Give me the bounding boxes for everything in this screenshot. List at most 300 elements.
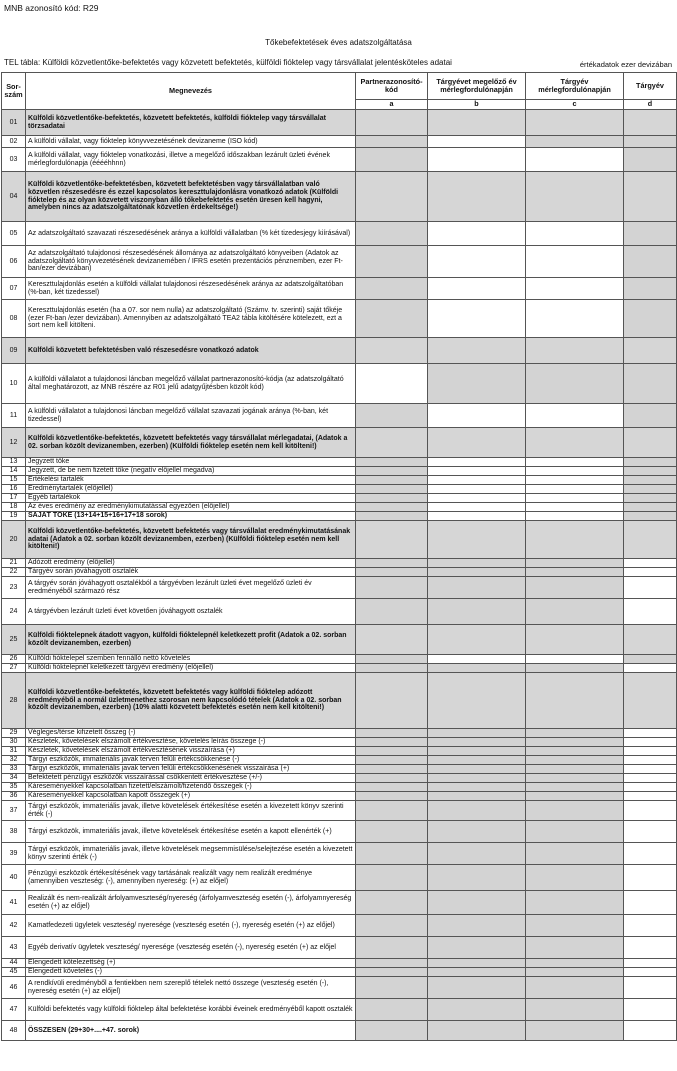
table-row (2, 568, 677, 577)
input-cell-c (526, 172, 624, 222)
row-label: Külföldi közvetlentőke-befektetés, közvetett befektetés vagy társvállalat mérlegadatai, (Adatok a 02. sorban közölt devizanemben, ezerben) (Külföldi fióktelep esetén nem kell kitölteni!) (26, 428, 356, 458)
input-cell-c[interactable] (526, 494, 624, 503)
input-cell-c (526, 843, 624, 865)
input-cell-c (526, 915, 624, 937)
input-cell-c[interactable] (526, 300, 624, 338)
input-cell-b[interactable] (428, 136, 526, 148)
input-cell-b[interactable] (428, 458, 526, 467)
row-label: Értékelési tartalék (26, 476, 356, 485)
input-cell-a (356, 172, 428, 222)
row-label: A külföldi vállalatot a tulajdonosi láncban megelőző vállalat partnerazonosító-kódja (az adatszolgáltató által meghatározott, az MNB részére az R01 jelű adatgyűjtésben közölt kód) (26, 364, 356, 404)
input-cell-a (356, 756, 428, 765)
row-number: 15 (2, 476, 26, 485)
input-cell-c[interactable] (526, 503, 624, 512)
input-cell-d (624, 521, 677, 559)
input-cell-a (356, 977, 428, 999)
row-label: Külföldi fióktelepnél keletkezett tárgyévi eredmény (előjellel) (26, 664, 356, 673)
table-row (2, 655, 677, 664)
table-row (2, 494, 677, 503)
input-cell-a (356, 738, 428, 747)
row-label: Külföldi közvetlentőke-befektetés, közvetett befektetés vagy külföldi fióktelep adózott eredményéből a normál üzletmenethez szorosan nem kapcsolódó tételek (Adatok a 02. sorban közölt devizanemben, ezerben) (10% alatti közvetett befektetés esetén nem kell kitölteni!) (26, 673, 356, 729)
row-number: 30 (2, 738, 26, 747)
input-cell-a (356, 428, 428, 458)
row-label: Elengedett kötelezettség (+) (26, 959, 356, 968)
col-letter-a: a (356, 100, 428, 110)
input-cell-b[interactable] (428, 467, 526, 476)
input-cell-b (428, 1021, 526, 1041)
input-cell-d[interactable] (624, 664, 677, 673)
col-letter-d: d (624, 100, 677, 110)
row-label: Pénzügyi eszközök értékesítésének vagy tartásának realizált vagy nem realizált eredménye (amennyiben veszteség: (-), amennyiben nyereség: (+) az előjel) (26, 865, 356, 891)
row-number: 32 (2, 756, 26, 765)
table-row (2, 559, 677, 568)
row-label: A külföldi vállalat, vagy fióktelep könyvvezetésének devizaneme (ISO kód) (26, 136, 356, 148)
table-title: TEL tábla: Külföldi közvetlentőke-befektetés vagy közvetett befektetés, külföldi fióktelep vagy társvállalat jelentésköteles adatai (4, 58, 452, 67)
input-cell-b (428, 977, 526, 999)
table-row (2, 404, 677, 428)
input-cell-d (624, 428, 677, 458)
input-cell-a (356, 968, 428, 977)
row-number: 28 (2, 673, 26, 729)
row-label: Tárgyi eszközök, immateriális javak terven felüli értékcsökkenésének visszaírása (+) (26, 765, 356, 774)
row-number: 20 (2, 521, 26, 559)
input-cell-d (624, 655, 677, 664)
row-number: 24 (2, 599, 26, 625)
input-cell-b (428, 765, 526, 774)
input-cell-b (428, 891, 526, 915)
input-cell-c (526, 968, 624, 977)
row-label: Adózott eredmény (előjellel) (26, 559, 356, 568)
row-label: Elengedett követelés (-) (26, 968, 356, 977)
row-number: 38 (2, 821, 26, 843)
form-code: MNB azonosító kód: R29 (4, 3, 99, 13)
row-label: Az adatszolgáltató tulajdonosi részesedésének állománya az adatszolgáltató könyveiben (Adatok az adatszolgáltató könyvvezetésének devizanemében / IFRS esetén prezentációs pénznemben, ezer Ft-ban/ezer devizában) (26, 246, 356, 278)
row-number: 41 (2, 891, 26, 915)
input-cell-d[interactable] (624, 774, 677, 783)
input-cell-a (356, 774, 428, 783)
input-cell-a (356, 521, 428, 559)
input-cell-b[interactable] (428, 300, 526, 338)
input-cell-b (428, 756, 526, 765)
row-label: Tárgyi eszközök, immateriális javak, illetve követelések megsemmisülése/selejtezése esetén a kivezetett könyv szerinti érték (-) (26, 843, 356, 865)
input-cell-c[interactable] (526, 512, 624, 521)
input-cell-d (624, 148, 677, 172)
input-cell-d (624, 222, 677, 246)
input-cell-c (526, 428, 624, 458)
input-cell-a (356, 664, 428, 673)
table-row (2, 792, 677, 801)
input-cell-a (356, 625, 428, 655)
row-number: 40 (2, 865, 26, 891)
row-number: 23 (2, 577, 26, 599)
row-number: 29 (2, 729, 26, 738)
col-header-sor: Sor-szám (2, 73, 26, 110)
table-row (2, 222, 677, 246)
input-cell-d[interactable] (624, 756, 677, 765)
row-number: 10 (2, 364, 26, 404)
table-row (2, 865, 677, 891)
input-cell-b[interactable] (428, 148, 526, 172)
input-cell-d (624, 512, 677, 521)
input-cell-a (356, 783, 428, 792)
input-cell-b (428, 821, 526, 843)
input-cell-c (526, 783, 624, 792)
input-cell-c (526, 792, 624, 801)
input-cell-b[interactable] (428, 278, 526, 300)
input-cell-d (624, 458, 677, 467)
input-cell-c (526, 110, 624, 136)
input-cell-a (356, 865, 428, 891)
input-cell-c (526, 774, 624, 783)
input-cell-a (356, 568, 428, 577)
row-number: 27 (2, 664, 26, 673)
table-row (2, 577, 677, 599)
row-label: Kamatfedezeti ügyletek veszteség/ nyeresége (veszteség esetén (-), nyereség esetén (+) az előjel) (26, 915, 356, 937)
input-cell-d (624, 494, 677, 503)
input-cell-c (526, 577, 624, 599)
input-cell-d[interactable] (624, 783, 677, 792)
report-table (1, 72, 677, 1041)
input-cell-a (356, 937, 428, 959)
input-cell-b[interactable] (428, 655, 526, 664)
input-cell-b (428, 599, 526, 625)
row-number: 08 (2, 300, 26, 338)
table-row (2, 747, 677, 756)
input-cell-b (428, 738, 526, 747)
row-label: Kereszttulajdonlás esetén a külföldi vállalat tulajdonosi részesedésének aránya az adatszolgáltatóban (%-ban, két tizedessel) (26, 278, 356, 300)
input-cell-a (356, 485, 428, 494)
row-label: Káreseményekkel kapcsolatban kapott összegek (+) (26, 792, 356, 801)
input-cell-d (624, 476, 677, 485)
row-label: Végleges/térse kifizetett összeg (-) (26, 729, 356, 738)
input-cell-d[interactable] (624, 821, 677, 843)
table-row (2, 172, 677, 222)
input-cell-b (428, 338, 526, 364)
input-cell-d[interactable] (624, 792, 677, 801)
table-row (2, 300, 677, 338)
input-cell-c[interactable] (526, 458, 624, 467)
input-cell-b (428, 747, 526, 756)
input-cell-b[interactable] (428, 485, 526, 494)
input-cell-a (356, 338, 428, 364)
row-label: Külföldi befektetés vagy külföldi fióktelep által befektetése korábbi éveinek eredményéből kapott osztalék (26, 999, 356, 1021)
table-row (2, 664, 677, 673)
input-cell-d (624, 364, 677, 404)
input-cell-b (428, 428, 526, 458)
row-number: 33 (2, 765, 26, 774)
row-number: 05 (2, 222, 26, 246)
input-cell-d[interactable] (624, 937, 677, 959)
table-row (2, 503, 677, 512)
row-number: 16 (2, 485, 26, 494)
input-cell-c (526, 747, 624, 756)
row-number: 47 (2, 999, 26, 1021)
row-number: 06 (2, 246, 26, 278)
row-number: 01 (2, 110, 26, 136)
input-cell-c (526, 559, 624, 568)
input-cell-d (624, 625, 677, 655)
row-label: Jegyzett, de be nem fizetett tőke (negatív előjellel megadva) (26, 467, 356, 476)
input-cell-c[interactable] (526, 485, 624, 494)
row-label: Tárgyév során jóváhagyott osztalék (26, 568, 356, 577)
table-row (2, 729, 677, 738)
table-row (2, 774, 677, 783)
input-cell-b (428, 937, 526, 959)
table-row (2, 915, 677, 937)
input-cell-d[interactable] (624, 999, 677, 1021)
row-number: 14 (2, 467, 26, 476)
input-cell-a (356, 599, 428, 625)
row-label: A tárgyévben lezárult üzleti évet követően jóváhagyott osztalék (26, 599, 356, 625)
table-row (2, 599, 677, 625)
input-cell-d[interactable] (624, 747, 677, 756)
col-header-c: Tárgyév mérlegfordulónapján (526, 73, 624, 100)
input-cell-b[interactable] (428, 512, 526, 521)
row-number: 44 (2, 959, 26, 968)
row-number: 17 (2, 494, 26, 503)
table-row (2, 977, 677, 999)
input-cell-d (624, 503, 677, 512)
input-cell-d[interactable] (624, 559, 677, 568)
input-cell-c (526, 891, 624, 915)
row-number: 37 (2, 801, 26, 821)
input-cell-a (356, 136, 428, 148)
row-label: Készletek, követelések elszámolt értékvesztésének visszaírása (+) (26, 747, 356, 756)
row-label: Külföldi fióktelepnek átadott vagyon, külföldi fióktelepnél keletkezett profit (Adatok a 02. sorban közölt devizanemben, ezerben) (26, 625, 356, 655)
input-cell-a (356, 503, 428, 512)
table-row (2, 458, 677, 467)
table-row (2, 485, 677, 494)
col-header-b: Tárgyévet megelőző év mérlegfordulónapján (428, 73, 526, 100)
table-row (2, 476, 677, 485)
input-cell-c (526, 801, 624, 821)
input-cell-b (428, 673, 526, 729)
input-cell-c (526, 999, 624, 1021)
input-cell-d (624, 338, 677, 364)
row-label: Eredménytartalék (előjellel) (26, 485, 356, 494)
input-cell-a (356, 222, 428, 246)
input-cell-b (428, 999, 526, 1021)
input-cell-a (356, 821, 428, 843)
row-label: Tárgyi eszközök, immateriális javak terven felüli értékcsökkenése (-) (26, 756, 356, 765)
row-number: 11 (2, 404, 26, 428)
row-number: 02 (2, 136, 26, 148)
input-cell-c[interactable] (526, 148, 624, 172)
input-cell-d[interactable] (624, 977, 677, 999)
input-cell-d (624, 136, 677, 148)
input-cell-d[interactable] (624, 915, 677, 937)
row-number: 12 (2, 428, 26, 458)
input-cell-d (624, 278, 677, 300)
table-row (2, 428, 677, 458)
col-letter-c: c (526, 100, 624, 110)
row-number: 34 (2, 774, 26, 783)
row-label: Befektetett pénzügyi eszközök visszaírással csökkentett értékvesztése (+/-) (26, 774, 356, 783)
row-number: 03 (2, 148, 26, 172)
input-cell-c (526, 136, 624, 148)
input-cell-c (526, 338, 624, 364)
row-label: Készletek, követelések elszámolt értékvesztése, követelés leírás összege (-) (26, 738, 356, 747)
table-row (2, 821, 677, 843)
input-cell-a (356, 792, 428, 801)
input-cell-d[interactable] (624, 959, 677, 968)
input-cell-c[interactable] (526, 655, 624, 664)
input-cell-a (356, 843, 428, 865)
input-cell-a (356, 278, 428, 300)
input-cell-b (428, 521, 526, 559)
input-cell-a (356, 300, 428, 338)
input-cell-c (526, 521, 624, 559)
input-cell-b[interactable] (428, 404, 526, 428)
input-cell-d[interactable] (624, 801, 677, 821)
input-cell-c (526, 664, 624, 673)
input-cell-d (624, 404, 677, 428)
input-cell-d[interactable] (624, 765, 677, 774)
input-cell-c (526, 364, 624, 404)
table-row (2, 937, 677, 959)
input-cell-a (356, 729, 428, 738)
input-cell-c[interactable] (526, 467, 624, 476)
input-cell-b (428, 729, 526, 738)
row-number: 43 (2, 937, 26, 959)
input-cell-d[interactable] (624, 843, 677, 865)
unit-note: értékadatok ezer devizában (579, 60, 672, 69)
input-cell-b (428, 843, 526, 865)
table-row (2, 512, 677, 521)
row-label: ÖSSZESEN (29+30+....+47. sorok) (26, 1021, 356, 1041)
input-cell-a (356, 559, 428, 568)
row-number: 21 (2, 559, 26, 568)
input-cell-a (356, 110, 428, 136)
input-cell-d[interactable] (624, 1021, 677, 1041)
input-cell-a (356, 1021, 428, 1041)
row-label: Egyéb tartalékok (26, 494, 356, 503)
table-row (2, 765, 677, 774)
row-label: Külföldi közvetlentőke-befektetés, közvetett befektetés, külföldi fióktelep vagy társvállalat törzsadatai (26, 110, 356, 136)
input-cell-b[interactable] (428, 494, 526, 503)
input-cell-a (356, 148, 428, 172)
input-cell-c[interactable] (526, 404, 624, 428)
row-label: Külföldi fióktelepel szemben fennálló nettó követelés (26, 655, 356, 664)
table-row (2, 1021, 677, 1041)
input-cell-d[interactable] (624, 968, 677, 977)
input-cell-a (356, 476, 428, 485)
input-cell-b (428, 783, 526, 792)
table-row (2, 136, 677, 148)
input-cell-c (526, 865, 624, 891)
row-number: 25 (2, 625, 26, 655)
input-cell-c (526, 1021, 624, 1041)
col-header-d: Tárgyév (624, 73, 677, 100)
row-number: 45 (2, 968, 26, 977)
row-number: 13 (2, 458, 26, 467)
input-cell-d[interactable] (624, 729, 677, 738)
input-cell-d[interactable] (624, 865, 677, 891)
input-cell-d (624, 467, 677, 476)
table-row (2, 891, 677, 915)
input-cell-c (526, 599, 624, 625)
input-cell-a (356, 512, 428, 521)
table-body (2, 110, 677, 1041)
input-cell-b[interactable] (428, 222, 526, 246)
input-cell-b (428, 364, 526, 404)
input-cell-b (428, 774, 526, 783)
table-row (2, 521, 677, 559)
table-row (2, 959, 677, 968)
input-cell-b (428, 625, 526, 655)
input-cell-b[interactable] (428, 246, 526, 278)
table-row (2, 673, 677, 729)
input-cell-a (356, 747, 428, 756)
input-cell-d[interactable] (624, 891, 677, 915)
table-row (2, 783, 677, 792)
input-cell-a (356, 458, 428, 467)
input-cell-b[interactable] (428, 476, 526, 485)
input-cell-b (428, 664, 526, 673)
input-cell-b[interactable] (428, 503, 526, 512)
row-label: Az éves eredmény az eredménykimutatással egyezően (előjellel) (26, 503, 356, 512)
table-row (2, 625, 677, 655)
input-cell-c (526, 959, 624, 968)
input-cell-d[interactable] (624, 599, 677, 625)
input-cell-c (526, 673, 624, 729)
input-cell-c[interactable] (526, 222, 624, 246)
row-label: Jegyzett tőke (26, 458, 356, 467)
input-cell-b (428, 801, 526, 821)
input-cell-c[interactable] (526, 278, 624, 300)
row-label: Külföldi közvetett befektetésben való részesedésre vonatkozó adatok (26, 338, 356, 364)
col-letter-b: b (428, 100, 526, 110)
row-number: 19 (2, 512, 26, 521)
input-cell-d[interactable] (624, 577, 677, 599)
table-row (2, 338, 677, 364)
input-cell-b (428, 792, 526, 801)
input-cell-a[interactable] (356, 364, 428, 404)
input-cell-a (356, 404, 428, 428)
input-cell-c (526, 738, 624, 747)
input-cell-c[interactable] (526, 246, 624, 278)
col-header-a: Partnerazonosító-kód (356, 73, 428, 100)
input-cell-a (356, 467, 428, 476)
row-number: 22 (2, 568, 26, 577)
row-label: Káreseményekkel kapcsolatban fizetett/elszámolt/fizetendő összegek (-) (26, 783, 356, 792)
table-row (2, 843, 677, 865)
row-label: Tárgyi eszközök, immateriális javak, illetve követelések értékesítése esetén a kapott ellenérték (+) (26, 821, 356, 843)
input-cell-c (526, 765, 624, 774)
input-cell-a (356, 246, 428, 278)
table-row (2, 467, 677, 476)
row-number: 35 (2, 783, 26, 792)
input-cell-d[interactable] (624, 738, 677, 747)
table-row (2, 364, 677, 404)
row-number: 26 (2, 655, 26, 664)
row-label: Kereszttulajdonlás esetén (ha a 07. sor nem nulla) az adatszolgáltató (Számv. tv. szerinti) saját tőkéje (ezer Ft-ban /ezer devizában). Amennyiben az adatszolgáltató TEA2 tábla kitöltésére kötelezett, ezt a sort nem kell kitölteni. (26, 300, 356, 338)
input-cell-b (428, 568, 526, 577)
row-label: Egyéb derivatív ügyletek veszteség/ nyeresége (veszteség esetén (-), nyereség esetén (+) az előjel (26, 937, 356, 959)
input-cell-a (356, 494, 428, 503)
input-cell-b (428, 110, 526, 136)
row-label: A tárgyév során jóváhagyott osztalékból a tárgyévben lezárult üzleti évet megelőző üzleti év eredményéből származó rész (26, 577, 356, 599)
input-cell-d[interactable] (624, 568, 677, 577)
input-cell-d (624, 110, 677, 136)
input-cell-d (624, 673, 677, 729)
input-cell-c[interactable] (526, 476, 624, 485)
input-cell-b (428, 577, 526, 599)
table-row (2, 801, 677, 821)
input-cell-d (624, 300, 677, 338)
input-cell-a (356, 915, 428, 937)
row-number: 48 (2, 1021, 26, 1041)
